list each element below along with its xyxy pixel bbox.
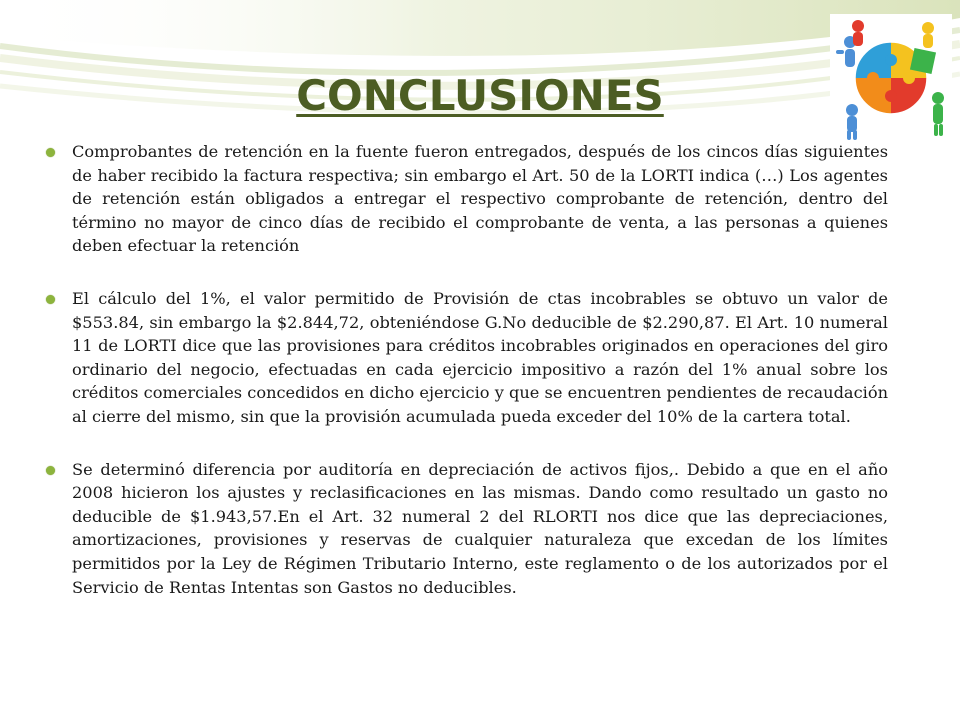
- bullet-text: Comprobantes de retención en la fuente fueron entregados, después de los cincos días siguientes de haber recibido la factura respectiva; sin embargo el Art. 50 de la LORTI indica (…) Los agentes de retención están obligados a entregar el respectivo comprobante de retención, dentro del término no mayor de cinco días de recibido el comprobante de venta, a las personas a quienes deben efectuar la retención: [72, 142, 888, 256]
- bullet-dot: [46, 295, 55, 304]
- page-title: CONCLUSIONES: [296, 71, 664, 120]
- bullet-text: Se determinó diferencia por auditoría en depreciación de activos fijos,. Debido a que en el año 2008 hicieron los ajustes y reclasificaciones en las mismas. Dando como resultado un gasto no deducible de $1.943,57.En el Art. 32 numeral 2 del RLORTI nos dice que las depreciaciones, amortizaciones, provisiones y reservas de cualquier naturaleza que excedan de los límites permitidos por la Ley de Régimen Tributario Interno, este reglamento o de los autorizados por el Servicio de Rentas Intentas son Gastos no deducibles.: [72, 459, 888, 597]
- list-item: [46, 140, 888, 258]
- bullet-text: El cálculo del 1%, el valor permitido de Provisión de ctas incobrables se obtuvo un valor de $553.84, sin embargo la $2.844,72, obteniéndose G.No deducible de $2.290,87. El Art. 10 numeral 11 de LORTI dice que las provisiones para créditos incobrables originados en operaciones del giro ordinario del negocio, efectuadas en cada ejercicio impositivo a razón del 1% anual sobre los créditos comerciales concedidos en dicho ejercicio y que se encuentren pendientes de recaudación al cierre del mismo, sin que la provisión acumulada pueda exceder del 10% de la cartera total.: [72, 288, 888, 426]
- list-item: [46, 287, 888, 429]
- puzzle-team-icon: [830, 14, 952, 142]
- conclusions-list: [46, 140, 888, 628]
- list-item: [46, 458, 888, 600]
- bullet-dot: [46, 148, 55, 157]
- bullet-dot: [46, 466, 55, 475]
